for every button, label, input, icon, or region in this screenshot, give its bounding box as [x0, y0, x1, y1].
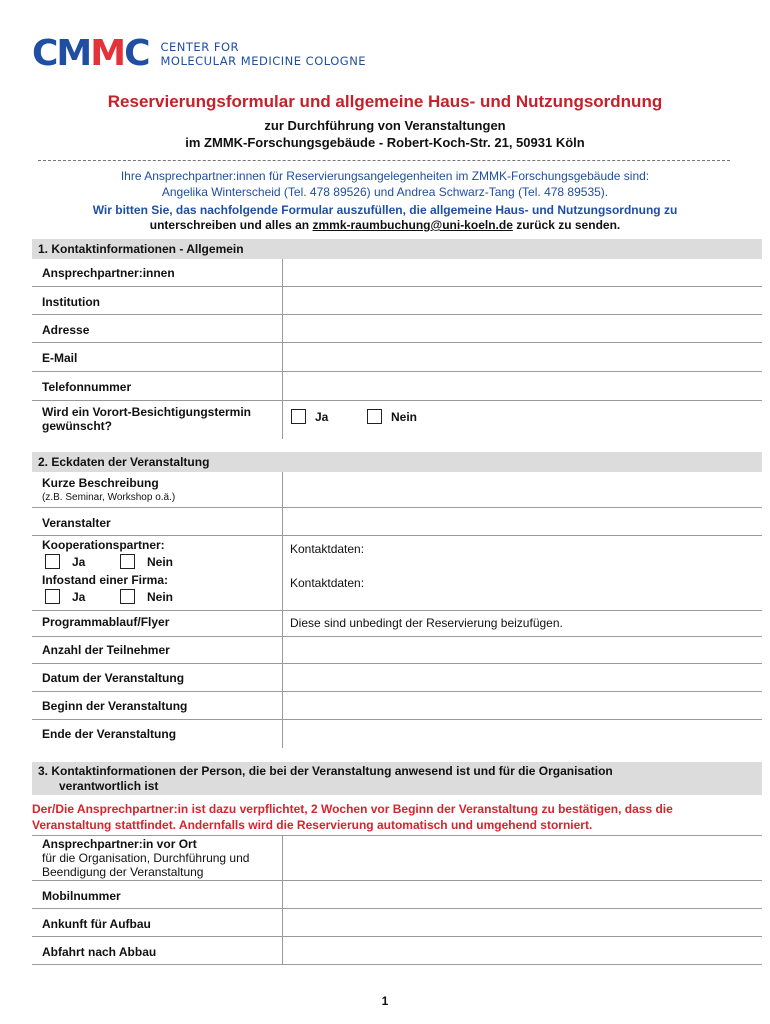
form-row-arrival[interactable]: [32, 909, 762, 937]
onsite-label: [42, 837, 249, 879]
visit-label-2: gewünscht?: [42, 419, 113, 433]
field-label: Mobilnummer: [42, 889, 121, 903]
form-row-mobile[interactable]: [32, 881, 762, 909]
form-row-institution[interactable]: [32, 287, 762, 315]
visit-label-1: Wird ein Vorort-Besichtigungstermin: [42, 405, 252, 419]
email-link[interactable]: zmmk-raumbuchung@uni-koeln.de: [312, 218, 513, 232]
form-row-info-booth: [32, 572, 762, 611]
field-label: E-Mail: [42, 351, 78, 365]
field-label: Ankunft für Aufbau: [42, 917, 151, 931]
dashed-separator: [38, 160, 730, 161]
form-row-start[interactable]: [32, 692, 762, 720]
page-title: Reservierungsformular und allgemeine Haus- und Nutzungsordnung: [107, 92, 663, 111]
form-row-onsite-contact[interactable]: [32, 835, 762, 881]
section-3-heading-line-1: 3. Kontaktinformationen der Person, die bei der Veranstaltung anwesend ist und für die Organisation: [38, 764, 613, 778]
field-label: Institution: [42, 295, 100, 309]
section-3-heading-line-2: verantwortlich ist: [59, 779, 159, 793]
coop-yes-label: Ja: [72, 555, 86, 569]
form-row-participants[interactable]: [32, 637, 762, 664]
contact-line-1: Ihre Ansprechpartner:innen für Reservierungsangelegenheiten im ZMMK-Forschungsgebäude sind:: [120, 169, 650, 183]
description-label: [42, 477, 175, 504]
form-row-phone[interactable]: [32, 372, 762, 401]
visit-label: [42, 405, 251, 433]
form-row-cooperation: [32, 536, 762, 572]
field-label: Telefonnummer: [42, 380, 132, 394]
page-number: 1: [381, 994, 389, 1008]
description-label-main: Kurze Beschreibung: [42, 476, 159, 490]
warning-line-1: Der/Die Ansprechpartner:in ist dazu verpflichtet, 2 Wochen vor Beginn der Veranstaltung zu bestätigen, dass die: [32, 802, 673, 816]
form-row-organizer[interactable]: [32, 508, 762, 536]
visit-no-checkbox[interactable]: [367, 409, 382, 424]
coop-contact-label[interactable]: Kontaktdaten:: [290, 542, 365, 556]
field-label: Anzahl der Teilnehmer: [42, 643, 170, 657]
description-hint: (z.B. Seminar, Workshop o.ä.): [42, 492, 176, 503]
section-1-heading: 1. Kontaktinformationen - Allgemein: [32, 239, 762, 259]
booth-yes-checkbox[interactable]: [45, 589, 60, 604]
request-line-2: [0, 218, 770, 232]
program-note: Diese sind unbedingt der Reservierung beizufügen.: [290, 616, 563, 630]
field-label: Ansprechpartner:innen: [42, 266, 175, 280]
form-row-end[interactable]: [32, 720, 762, 748]
field-label: Beginn der Veranstaltung: [42, 699, 188, 713]
logo-line-2: MOLECULAR MEDICINE COLOGNE: [160, 54, 367, 68]
cmmc-logo: [32, 33, 367, 74]
logo-text: [161, 40, 367, 68]
field-label: Veranstalter: [42, 516, 111, 530]
subtitle-1: zur Durchführung von Veranstaltungen: [264, 118, 506, 133]
program-label: Programmablauf/Flyer: [42, 615, 170, 629]
warning-line-2: Veranstaltung stattfindet. Andernfalls wird die Reservierung automatisch und umgehend storniert.: [32, 818, 593, 832]
section-3-heading: [32, 762, 762, 795]
onsite-label-main: Ansprechpartner:in vor Ort: [42, 837, 197, 851]
visit-yes-checkbox[interactable]: [291, 409, 306, 424]
field-label: Datum der Veranstaltung: [42, 671, 185, 685]
section-2-heading: 2. Eckdaten der Veranstaltung: [32, 452, 762, 472]
visit-yes-label: Ja: [315, 410, 329, 424]
field-label: Ende der Veranstaltung: [42, 727, 177, 741]
onsite-desc-1: für die Organisation, Durchführung und: [42, 851, 250, 865]
coop-no-label: Nein: [147, 555, 174, 569]
form-row-contact-person[interactable]: [32, 259, 762, 287]
form-row-description[interactable]: [32, 472, 762, 508]
form-row-program[interactable]: [32, 611, 762, 637]
subtitle-2: im ZMMK-Forschungsgebäude - Robert-Koch-Str. 21, 50931 Köln: [185, 135, 585, 150]
contact-line-2: Angelika Winterscheid (Tel. 478 89526) und Andrea Schwarz-Tang (Tel. 478 89535).: [161, 185, 609, 199]
field-label: Adresse: [42, 323, 90, 337]
booth-yes-label: Ja: [72, 590, 86, 604]
form-row-address[interactable]: [32, 315, 762, 343]
logo-mark: CM M C: [32, 33, 149, 74]
cooperation-label: Kooperationspartner:: [42, 538, 165, 552]
booth-contact-label[interactable]: Kontaktdaten:: [290, 576, 365, 590]
booth-no-label: Nein: [147, 590, 174, 604]
request-text-pre: unterschreiben und alles an: [149, 218, 313, 232]
form-row-departure[interactable]: [32, 937, 762, 965]
field-label: Abfahrt nach Abbau: [42, 945, 157, 959]
form-row-visit: [32, 401, 762, 439]
onsite-desc-2: Beendigung der Veranstaltung: [42, 865, 204, 879]
form-row-date[interactable]: [32, 664, 762, 692]
booth-label: Infostand einer Firma:: [42, 573, 169, 587]
coop-no-checkbox[interactable]: [120, 554, 135, 569]
logo-line-1: CENTER FOR: [160, 40, 239, 54]
visit-no-label: Nein: [391, 410, 418, 424]
coop-yes-checkbox[interactable]: [45, 554, 60, 569]
request-line-1: Wir bitten Sie, das nachfolgende Formular auszufüllen, die allgemeine Haus- und Nutzungsordnung zu: [92, 203, 678, 217]
booth-no-checkbox[interactable]: [120, 589, 135, 604]
request-text-post: zurück zu senden.: [512, 218, 621, 232]
form-row-email[interactable]: [32, 343, 762, 372]
